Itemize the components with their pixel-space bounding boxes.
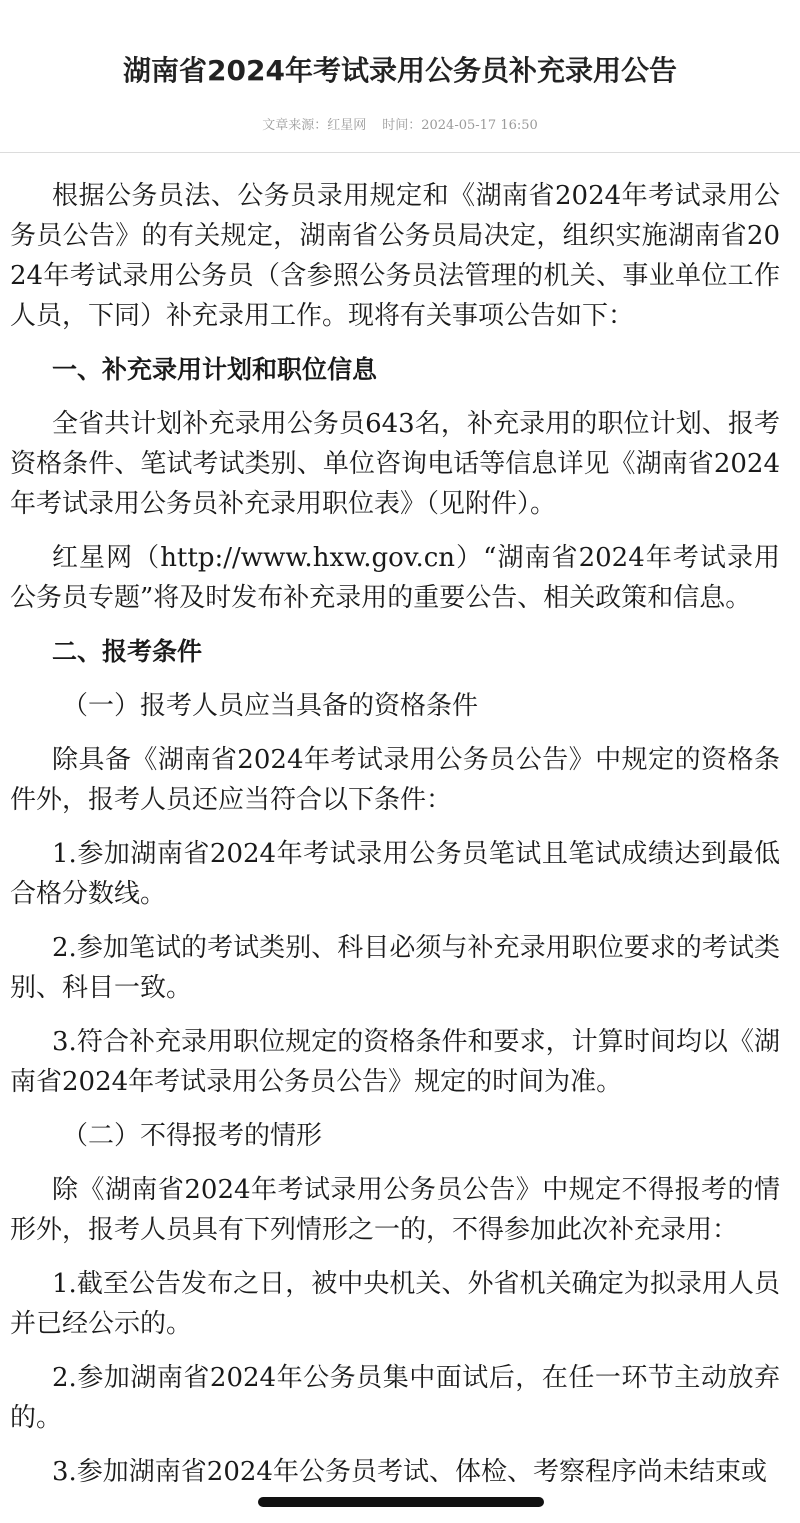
article-title: 湖南省2024年考试录用公务员补充录用公告 xyxy=(123,54,677,87)
paragraph: 全省共计划补充录用公务员643名，补充录用的职位计划、报考资格条件、笔试考试类别、单位咨询电话等信息详见《湖南省2024年考试录用公务员补充录用职位表》（见附件）。 xyxy=(10,409,780,519)
article-header xyxy=(0,0,800,153)
list-item: 2.参加湖南省2024年公务员集中面试后，在任一环节主动放弃的。 xyxy=(10,1363,780,1433)
source-value: 红星网 xyxy=(327,118,367,133)
source-label: 文章来源： xyxy=(262,118,328,133)
list-item: 1.参加湖南省2024年考试录用公务员笔试且笔试成绩达到最低合格分数线。 xyxy=(10,839,780,909)
subsection-heading-1: （一）报考人员应当具备的资格条件 xyxy=(62,691,479,721)
paragraph: 除具备《湖南省2024年考试录用公务员公告》中规定的资格条件外，报考人员还应当符合以下条件： xyxy=(10,745,780,815)
article-meta xyxy=(0,116,800,136)
list-item: 3.参加湖南省2024年公务员考试、体检、考察程序尚未结束或 xyxy=(52,1457,767,1487)
list-item: 3.符合补充录用职位规定的资格条件和要求，计算时间均以《湖南省2024年考试录用公务员公告》规定的时间为准。 xyxy=(10,1027,780,1097)
list-item: 2.参加笔试的考试类别、科目必须与补充录用职位要求的考试类别、科目一致。 xyxy=(10,933,780,1003)
paragraph-intro: 根据公务员法、公务员录用规定和《湖南省2024年考试录用公务员公告》的有关规定，湖南省公务员局决定，组织实施湖南省2024年考试录用公务员（含参照公务员法管理的机关、事业单位工作人员，下同）补充录用工作。现将有关事项公告如下： xyxy=(10,181,780,331)
article-body xyxy=(10,176,780,1506)
paragraph: 除《湖南省2024年考试录用公务员公告》中规定不得报考的情形外，报考人员具有下列情形之一的，不得参加此次补充录用： xyxy=(10,1175,780,1245)
time-label: 时间： xyxy=(382,118,422,133)
section-heading-1: 一、补充录用计划和职位信息 xyxy=(52,355,378,384)
subsection-heading-2: （二）不得报考的情形 xyxy=(62,1121,323,1151)
section-heading-2: 二、报考条件 xyxy=(52,637,203,666)
list-item: 1.截至公告发布之日，被中央机关、外省机关确定为拟录用人员并已经公示的。 xyxy=(10,1269,780,1339)
time-value: 2024-05-17 16:50 xyxy=(421,118,538,133)
home-indicator[interactable] xyxy=(258,1497,544,1507)
paragraph: 红星网（http://www.hxw.gov.cn）“湖南省2024年考试录用公务员专题”将及时发布补充录用的重要公告、相关政策和信息。 xyxy=(10,543,780,613)
